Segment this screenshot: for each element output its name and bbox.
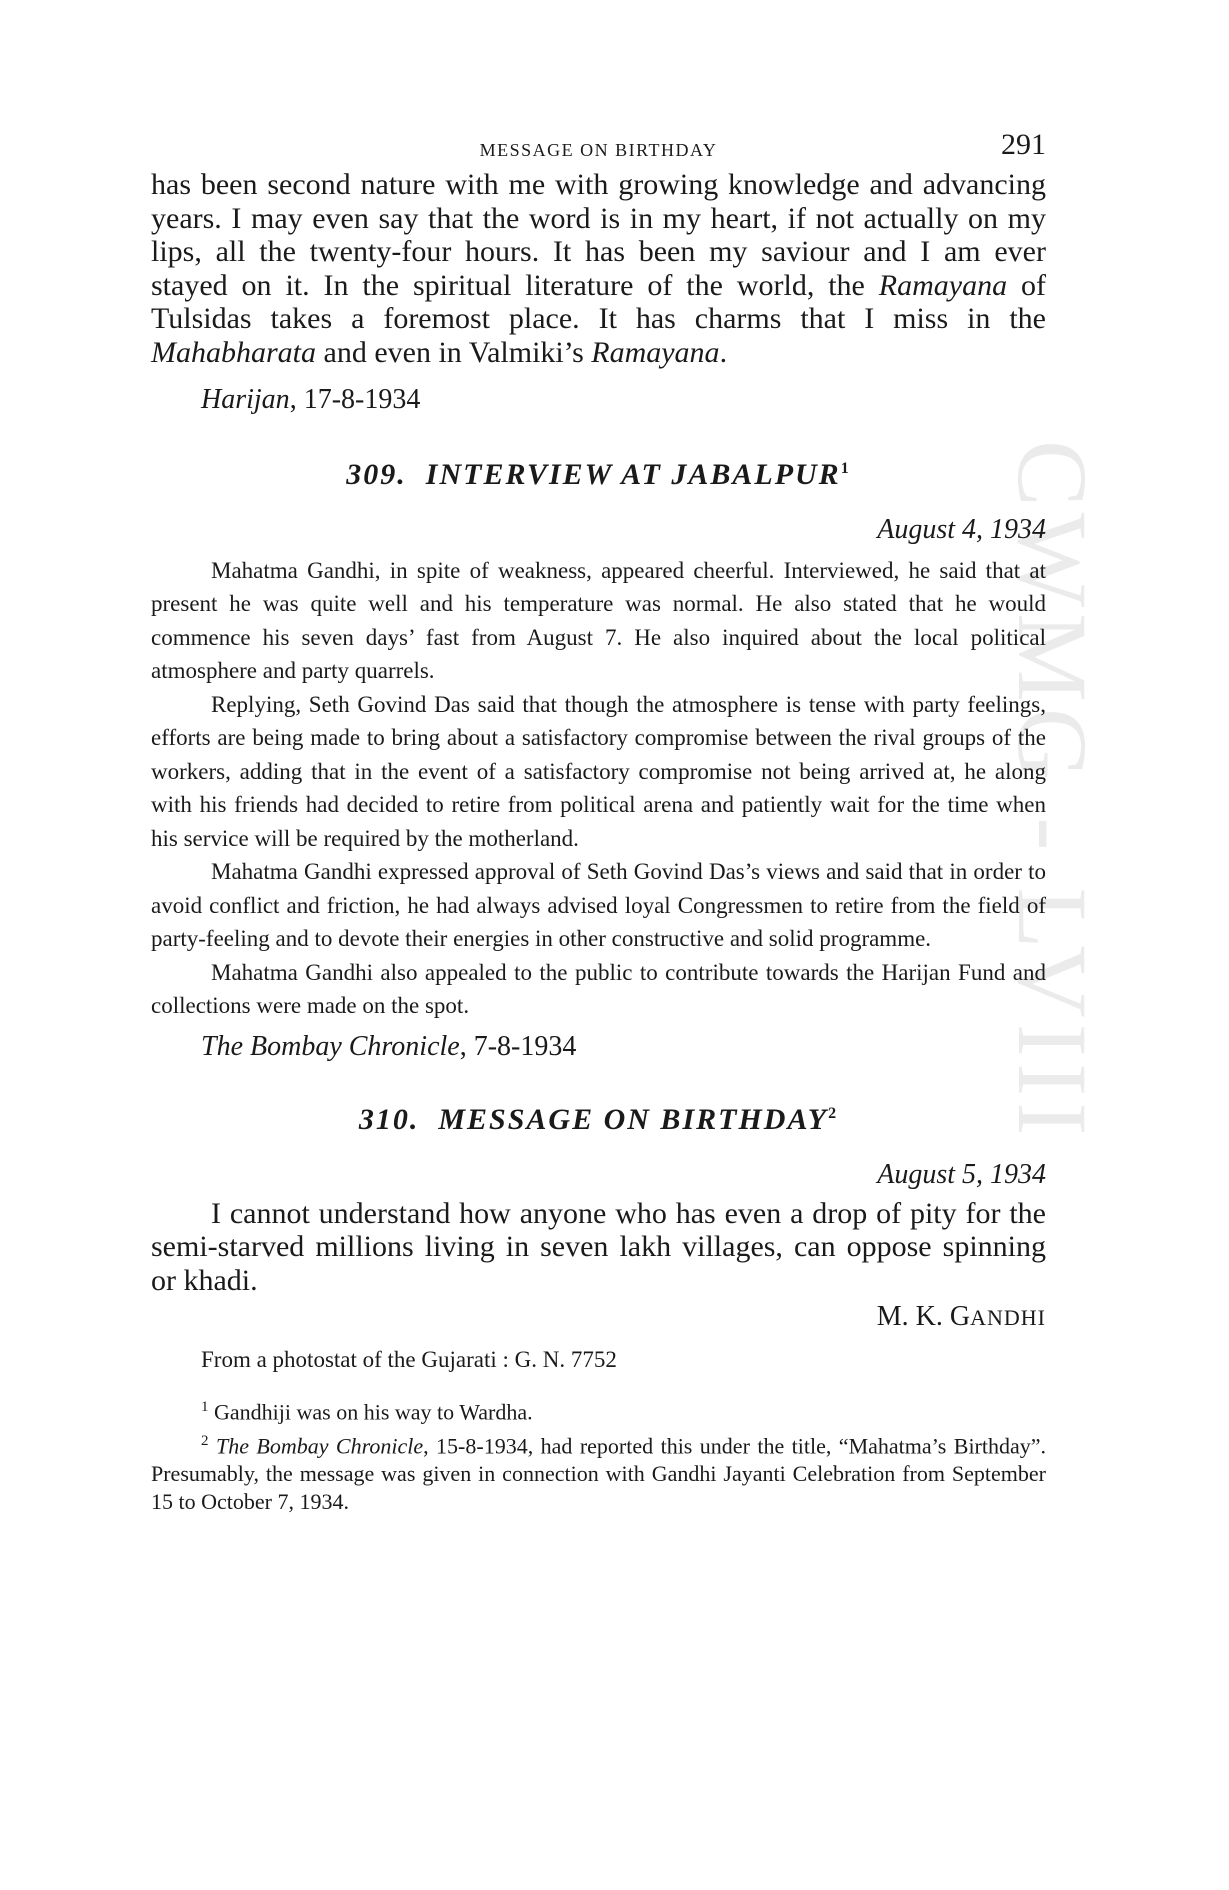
section-310-date: August 5, 1934 [877,1158,1046,1190]
source-citation-bombay-chronicle: The Bombay Chronicle, 7-8-1934 [201,1030,577,1062]
interview-paragraph: Mahatma Gandhi expressed approval of Seth Govind Das’s views and said that in order to avoid conflict and friction, he had always advised loyal Congressmen to retire from the field of party-feeling and to devote their energies in other constructive and solid programme. [151,859,1046,952]
signature: M. K. GANDHI [876,1301,1046,1333]
running-title: MESSAGE ON BIRTHDAY [479,140,718,160]
running-header [151,120,1046,168]
birthday-message: I cannot understand how anyone who has even a drop of pity for the semi-starved millions living in seven lakh villages, can oppose spinning or khadi. [151,1196,1046,1297]
continuation-paragraph: has been second nature with me with growing knowledge and advancing years. I may even say that the word is in my heart, if not actually on my lips, all the twenty-four hours. It has been my saviour and I am ever stayed on it. In the spiritual literature of the world, the Ramayana of Tulsidas takes a foremost place. It has charms that I miss in the Mahabharata and even in Valmiki’s Ramayana. [151,168,1046,369]
section-309-body [151,554,1046,1023]
footnotes [151,1393,1046,1516]
section-310-heading: 310. MESSAGE ON BIRTHDAY$^2$ [358,1102,839,1136]
interview-paragraph: Replying, Seth Govind Das said that though the atmosphere is tense with party feelings, efforts are being made to bring about a satisfactory compromise between the rival groups of the workers, adding that in the event of a satisfactory compromise not being arrived at, he along with his friends had decided to retire from political arena and patiently wait for the time when his service will be required by the motherland. [151,691,1046,851]
section-309-heading: 309. INTERVIEW AT JABALPUR$^1$ [346,457,851,491]
footnote-2: $^2$ The Bombay Chronicle, 15-8-1934, had reported this under the title, “Mahatma’s Birthday”. Presumably, the message was given in connection with Gandhi Jayanti Celebration from September 15 to October 7, 1934. [151,1432,1047,1514]
book-page [151,120,1046,1516]
watermark: CWMG - LVIII [997,440,1108,1142]
source-citation-harijan: Harijan, 17-8-1934 [201,383,421,415]
footnote-1: $^1$ Gandhiji was on his way to Wardha. [201,1399,533,1425]
interview-paragraph: Mahatma Gandhi, in spite of weakness, appeared cheerful. Interviewed, he said that at present he was quite well and his temperature was normal. He also stated that he would commence his seven days’ fast from August 7. He also inquired about the local political atmosphere and party quarrels. [151,557,1046,684]
footnote-ref-1[interactable]: 1 [840,459,851,477]
interview-paragraph: Mahatma Gandhi also appealed to the public to contribute towards the Harijan Fund and collections were made on the spot. [151,959,1046,1019]
footnote-ref-2[interactable]: 2 [828,1104,839,1122]
section-309-date: August 4, 1934 [877,513,1046,545]
page-number: 291 [1001,128,1046,161]
source-photostat: From a photostat of the Gujarati : G. N. 7752 [201,1347,617,1373]
